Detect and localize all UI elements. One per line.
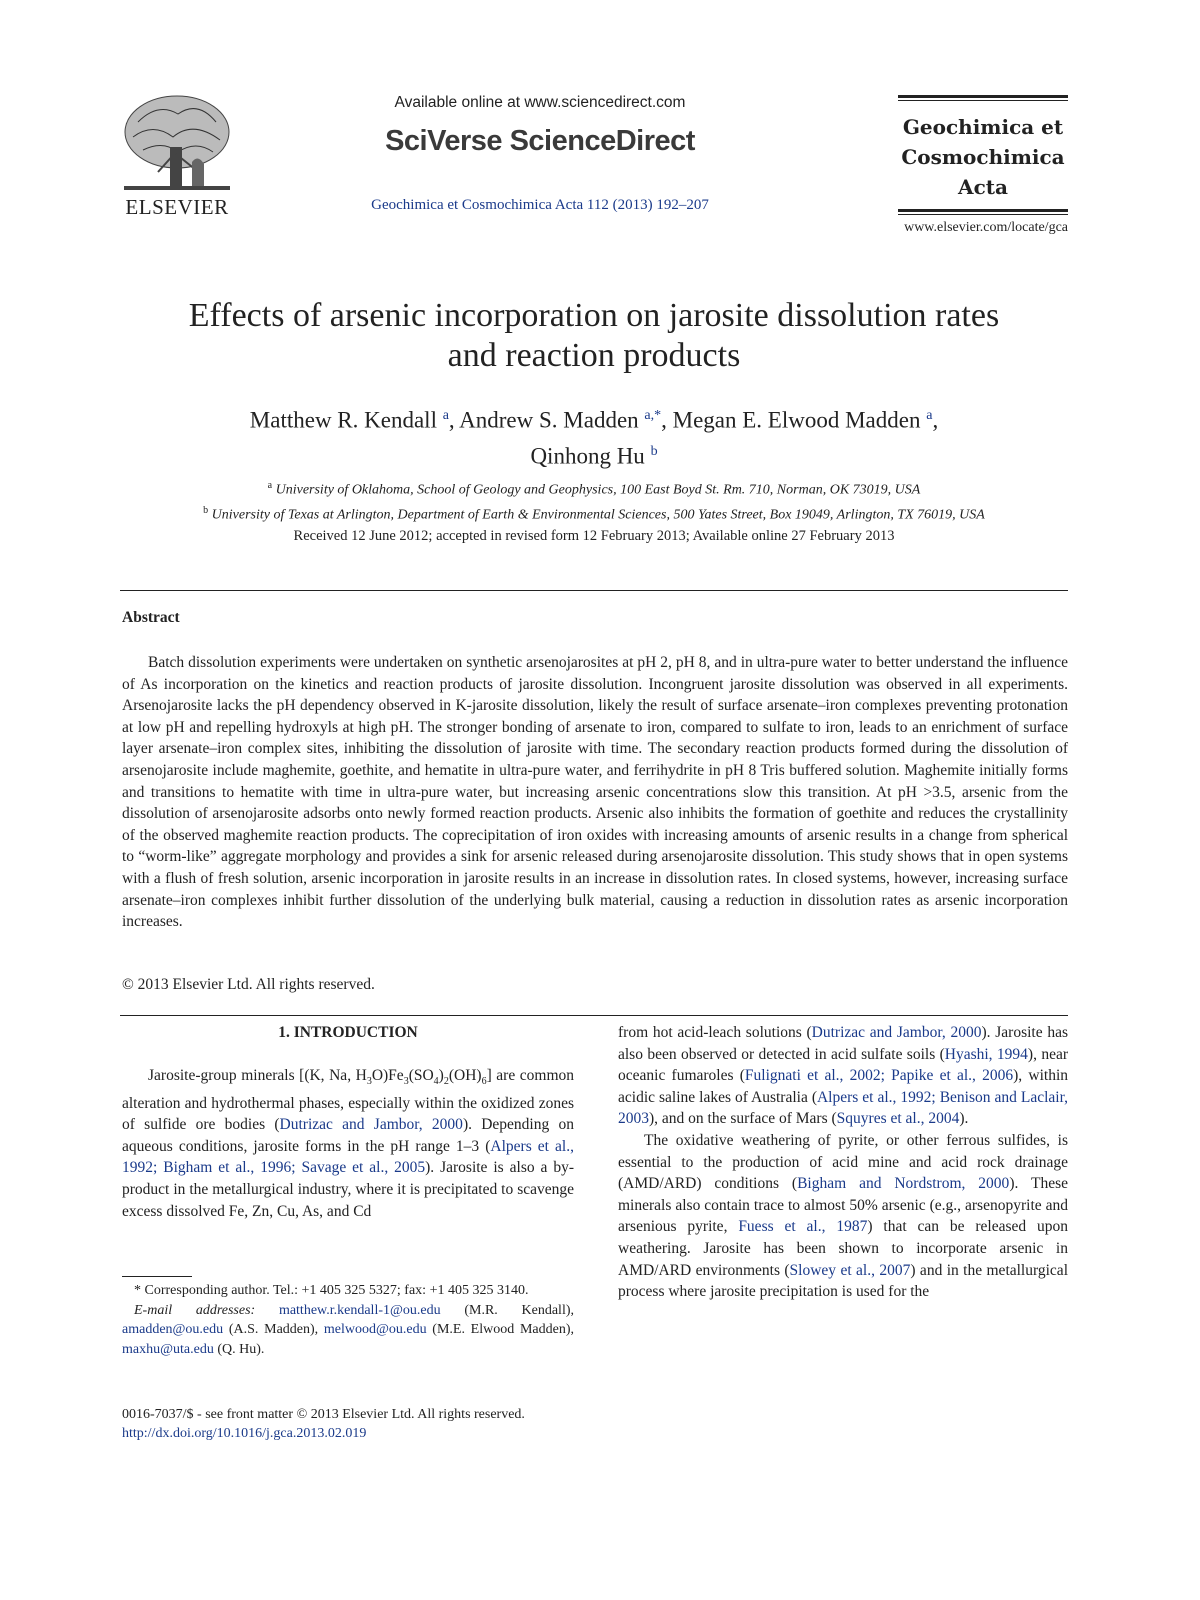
available-online-text: Available online at www.sciencedirect.com (394, 94, 686, 111)
journal-url-link[interactable]: www.elsevier.com/locate/gca (904, 220, 1068, 235)
citation-link[interactable]: Alpers et al., 1992; Benison and Laclair, 2003 (618, 1088, 1068, 1128)
section-heading-introduction: 1. INTRODUCTION (278, 1024, 418, 1041)
citation-link[interactable]: Alpers et al., 1992; Bigham et al., 1996; Savage et al., 2005 (122, 1137, 574, 1177)
header-rule (898, 214, 1068, 215)
author-affiliation-mark[interactable]: a (442, 408, 449, 423)
affiliation-a: $^a$ University of Oklahoma, School of Geology and Geophysics, 100 East Boyd St. Rm. 710, Norman, OK 73019, USA (267, 480, 921, 498)
corresponding-author-footnote: * Corresponding author. Tel.: +1 405 325 5327; fax: +1 405 325 3140. E-mail addresses: matthew.r.kendall-1@ou.edu (M.R. Kendall), amadden@ou.edu (A.S. Madden), melwood@ou.edu (M.E. Elwood Madden), maxhu@uta.edu (Q. Hu). (122, 1283, 574, 1357)
intro-column-left (122, 1065, 574, 1222)
author-affiliation-mark[interactable]: a (926, 408, 933, 423)
author-name: Megan E. Elwood Madden (672, 407, 921, 433)
publisher-name: ELSEVIER (125, 195, 229, 219)
issn-line: 0016-7037/$ - see front matter © 2013 Elsevier Ltd. All rights reserved. (122, 1407, 525, 1422)
affiliation-b: $^b$ University of Texas at Arlington, Department of Earth & Environmental Sciences, 500 Yates Street, Box 19049, Arlington, TX 76019, USA (203, 504, 985, 523)
abstract-copyright: © 2013 Elsevier Ltd. All rights reserved. (122, 976, 375, 993)
affiliations (120, 476, 1068, 525)
sciverse-logo-text: SciVerse ScienceDirect (385, 125, 695, 157)
email-link[interactable]: matthew.r.kendall-1@ou.edu (278, 1302, 441, 1318)
divider (120, 590, 1068, 591)
citation-link[interactable]: Slowey et al., 2007 (789, 1261, 911, 1279)
citation-link[interactable]: Fuess et al., 1987 (738, 1218, 868, 1236)
citation-link[interactable]: Squyres et al., 2004 (836, 1110, 960, 1128)
email-link[interactable]: melwood@ou.edu (323, 1322, 427, 1337)
citation-link[interactable]: Hyashi, 1994 (944, 1045, 1028, 1063)
citation-link[interactable]: Dutrizac and Jambor, 2000 (811, 1024, 982, 1041)
header-rule (898, 100, 1068, 101)
author-name: Matthew R. Kendall (249, 407, 437, 433)
article-title: Effects of arsenic incorporation on jarosite dissolution rates and reaction products (188, 297, 1000, 374)
header-rule (898, 95, 1068, 98)
page-footer (122, 1405, 642, 1443)
abstract-heading: Abstract (122, 609, 180, 626)
intro-column-right (618, 1022, 1068, 1303)
paragraph: Jarosite-group minerals [(K, Na, $H_3O)Fe_3(SO_4)_2(OH)_6$] are common alteration and hydrothermal phases, especially within the oxidized zones of sulfide ore bodies (Dutrizac and Jambor, 2000). Depending on aqueous conditions, jarosite forms in the pH range 1–3 (Alpers et al., 1992; Bigham et al., 1996; Savage et al., 2005). Jarosite is also a by-product in the metallurgical industry, where it is precipitated to scavenge excess dissolved Fe, Zn, Cu, As, and Cd (122, 1067, 575, 1220)
email-link[interactable]: maxhu@uta.edu (122, 1341, 214, 1357)
paragraph: The oxidative weathering of pyrite, or other ferrous sulfides, is essential to the production of acid mine and acid rock drainage (AMD/ARD) conditions (Bigham and Nordstrom, 2000). These minerals also contain trace to almost 50% arsenic (e.g., arsenopyrite and arsenious pyrite, Fuess et al., 1987) that can be released upon weathering. Jarosite has been shown to incorporate arsenic in AMD/ARD environments (Slowey et al., 2007) and in the metallurgical process where jarosite precipitation is used for the (618, 1131, 1069, 1301)
abstract-body: Batch dissolution experiments were undertaken on synthetic arsenojarosites at pH 2, pH 8, and in ultra-pure water to better understand the influence of As incorporation on the kinetics and reaction products of jarosite dissolution. Incongruent jarosite dissolution was observed in all experiments. Arsenojarosite lacks the pH dependency observed in K-jarosite dissolution, likely the result of surface arsenate–iron complexes preventing protonation at low pH and repelling hydroxyls at high pH. The stronger bonding of arsenate to iron, compared to sulfate to iron, leads to an enrichment of surface layer arsenate–iron complex sites, inhibiting the dissolution of jarosite with time. The secondary reaction products formed during the dissolution of arsenojarosite include maghemite, goethite, and hematite in ultra-pure water, and ferrihydrite in pH 8 Tris buffered solution. Maghemite initially forms and transitions to hematite with time in ultra-pure water, but increasing arsenic concentrations slow this transition. At pH >3.5, arsenic from the dissolution of arsenojarosite adsorbs onto newly formed reaction products. Arsenic also inhibits the formation of goethite and reduces the crystallinity of the observed maghemite reaction products. The coprecipitation of iron oxides with increasing amounts of arsenic results in a change from spherical to “worm-like” aggregate morphology and provides a sink for arsenic released during arsenojarosite dissolution. This study shows that in open systems with a flush of fresh solution, arsenic incorporation in jarosite results in an increase in dissolution rates. In closed systems, however, increasing surface arsenate–iron complexes inhibit further dissolution of the underlying bulk material, causing a reduction in dissolution rates as arsenic incorporation increases. (122, 654, 1068, 931)
article-dates: Received 12 June 2012; accepted in revised form 12 February 2013; Available online 27 February 2013 (293, 528, 895, 544)
paragraph: from hot acid-leach solutions (Dutrizac and Jambor, 2000). Jarosite has also been observed or detected in acid sulfate soils (Hyashi, 1994), near oceanic fumaroles (Fulignati et al., 2002; Papike et al., 2006), within acidic saline lakes of Australia (Alpers et al., 1992; Benison and Laclair, 2003), and on the surface of Mars (Squyres et al., 2004). (618, 1024, 1069, 1128)
citation-link[interactable]: Dutrizac and Jambor, 2000 (279, 1116, 463, 1134)
author-affiliation-mark[interactable]: b (650, 443, 658, 459)
citation-link[interactable]: Fulignati et al., 2002; Papike et al., 2006 (744, 1067, 1014, 1085)
author-name: Qinhong Hu (530, 443, 645, 469)
journal-title: Geochimica et Cosmochimica Acta (901, 115, 1065, 199)
email-link[interactable]: amadden@ou.edu (122, 1322, 224, 1337)
divider (120, 1015, 1068, 1016)
header-rule (898, 209, 1068, 212)
author-name: Andrew S. Madden (459, 407, 639, 433)
author-affiliation-mark[interactable]: a,* (644, 408, 662, 423)
footnote-rule (122, 1276, 192, 1277)
citation-link[interactable]: Bigham and Nordstrom, 2000 (797, 1175, 1010, 1193)
author-list: Matthew R. Kendall $^a$, Andrew S. Madden $^{a,*}$, Megan E. Elwood Madden $^a$, Qinhong Hu $^b$ (249, 407, 939, 469)
journal-reference-link[interactable]: Geochimica et Cosmochimica Acta 112 (2013) 192–207 (371, 197, 709, 213)
doi-link[interactable]: http://dx.doi.org/10.1016/j.gca.2013.02.019 (122, 1426, 367, 1441)
